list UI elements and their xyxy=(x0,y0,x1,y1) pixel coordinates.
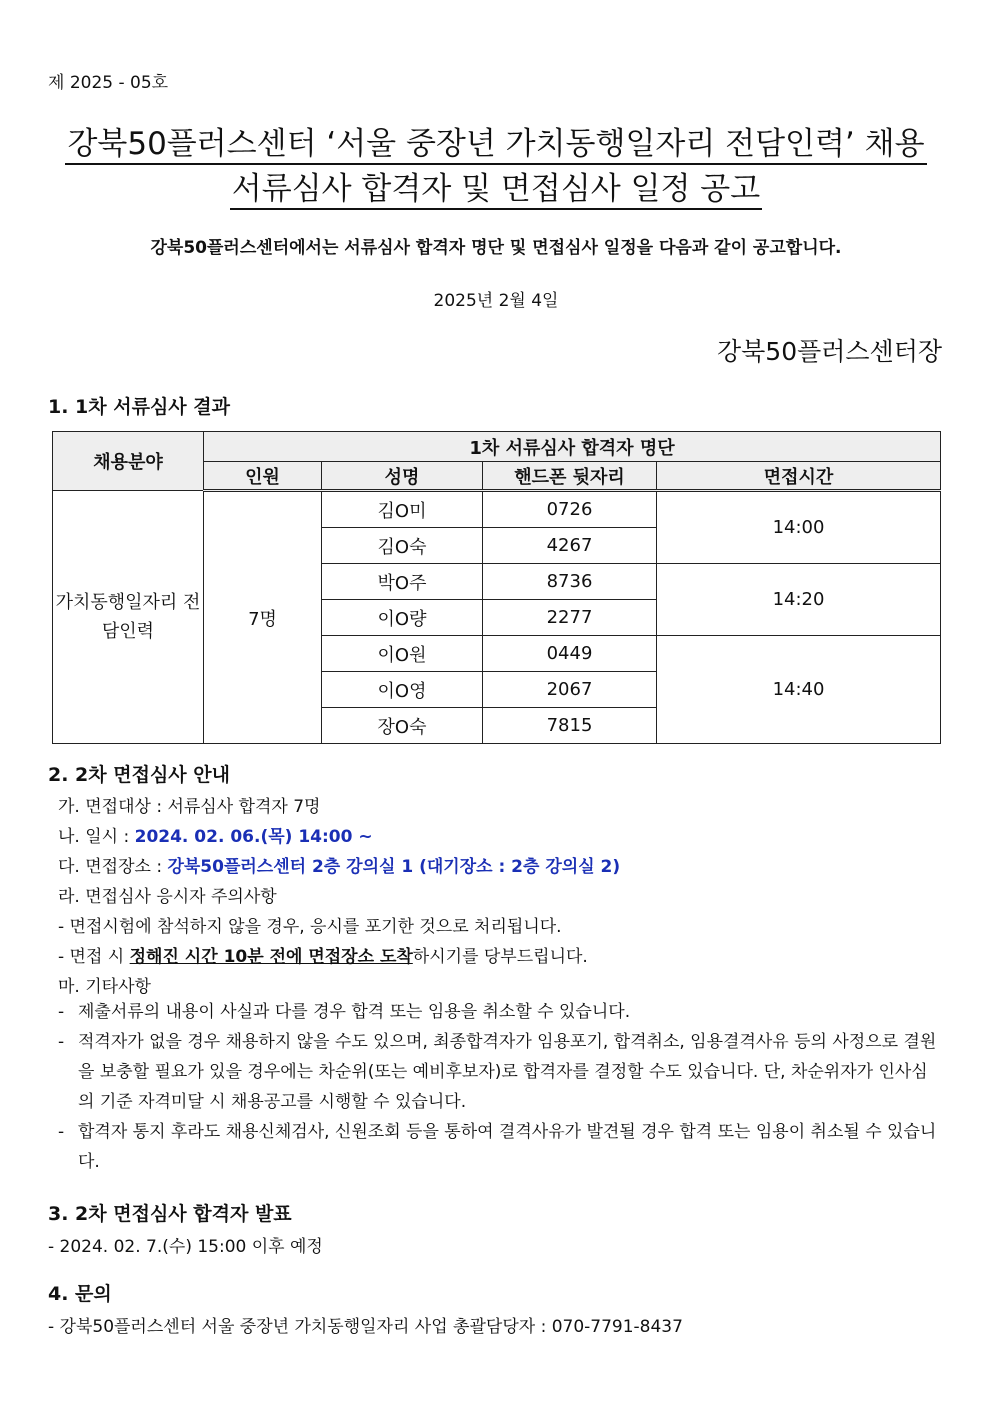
section1-heading: 1. 1차 서류심사 결과 xyxy=(48,396,230,418)
misc-item-text: 적격자가 없을 경우 채용하지 않을 수도 있으며, 최종합격자가 임용포기, 합격취소, 임용결격사유 등의 사정으로 결원을 보충할 필요가 있을 경우에는 차순위(또는 예비후보자)로 합격자를 결정할 수도 있습니다. 단, 차순위자가 인사심의 기준 자격미달 시 채용공고를 시행할 수 있습니다. xyxy=(78,1032,937,1112)
organization-signature: 강북50플러스센터장 xyxy=(716,337,942,366)
interview-location xyxy=(58,852,620,877)
contact-line: - 강북50플러스센터 서울 중장년 가치동행일자리 사업 총괄담당자 : 070-7791-8437 xyxy=(48,1317,683,1337)
title-line-1: 강북50플러스센터 ‘서울 중장년 가치동행일자리 전담인력’ 채용 xyxy=(0,118,992,163)
phone-cell: 7815 xyxy=(483,708,657,744)
table-row xyxy=(53,491,941,528)
misc-heading: 마. 기타사항 xyxy=(58,977,151,997)
announce-schedule: - 2024. 02. 7.(수) 15:00 이후 예정 xyxy=(48,1237,323,1257)
notice-item-2-emphasis: 정해진 시간 10분 전에 면접장소 도착 xyxy=(129,947,413,967)
notice-heading: 라. 면접심사 응시자 주의사항 xyxy=(58,887,277,907)
misc-item: - 제출서류의 내용이 사실과 다를 경우 합격 또는 임용을 취소할 수 있습니다. xyxy=(58,997,938,1027)
name-cell: 장O숙 xyxy=(322,708,483,744)
misc-item-text: 제출서류의 내용이 사실과 다를 경우 합격 또는 임용을 취소할 수 있습니다. xyxy=(78,1002,631,1022)
datetime-value: 2024. 02. 06.(목) 14:00 ~ xyxy=(134,827,373,847)
title-line-2: 서류심사 합격자 및 면접심사 일정 공고 xyxy=(0,163,992,208)
document-number: 제 2025 - 05호 xyxy=(48,73,169,93)
phone-cell: 4267 xyxy=(483,528,657,564)
location-value: 강북50플러스센터 2층 강의실 1 (대기장소 : 2층 강의실 2) xyxy=(167,857,621,877)
header-field: 채용분야 xyxy=(53,432,204,491)
interview-datetime xyxy=(58,822,373,847)
phone-cell: 2277 xyxy=(483,600,657,636)
notice-item-1: - 면접시험에 참석하지 않을 경우, 응시를 포기한 것으로 처리됩니다. xyxy=(58,917,562,937)
intro-text: 강북50플러스센터에서는 서류심사 합격자 명단 및 면접심사 일정을 다음과 같이 공고합니다. xyxy=(150,238,842,258)
name-cell: 박O주 xyxy=(322,564,483,600)
time-cell: 14:40 xyxy=(657,636,941,744)
field-cell: 가치동행일자리 전담인력 xyxy=(53,491,204,744)
header-count: 인원 xyxy=(204,462,322,491)
time-cell: 14:20 xyxy=(657,564,941,636)
phone-cell: 2067 xyxy=(483,672,657,708)
section4-heading: 4. 문의 xyxy=(48,1283,112,1305)
phone-cell: 0726 xyxy=(483,491,657,528)
misc-item: - 합격자 통지 후라도 채용신체검사, 신원조회 등을 통하여 결격사유가 발견될 경우 합격 또는 임용이 취소될 수 있습니다. xyxy=(58,1117,938,1177)
name-cell: 이O량 xyxy=(322,600,483,636)
misc-item: - 적격자가 없을 경우 채용하지 않을 수도 있으며, 최종합격자가 임용포기, 합격취소, 임용결격사유 등의 사정으로 결원을 보충할 필요가 있을 경우에는 차순위(또는 예비후보자)로 합격자를 결정할 수도 있습니다. 단, 차순위자가 인사심의 기준 자격미달 시 채용공고를 시행할 수 있습니다. xyxy=(58,1027,938,1117)
name-cell: 이O영 xyxy=(322,672,483,708)
location-label: 다. 면접장소 : xyxy=(58,857,168,877)
notice-item-2 xyxy=(58,942,588,967)
count-cell: 7명 xyxy=(204,491,322,744)
section3-heading: 3. 2차 면접심사 합격자 발표 xyxy=(48,1203,292,1225)
header-name: 성명 xyxy=(322,462,483,491)
name-cell: 김O숙 xyxy=(322,528,483,564)
name-cell: 이O원 xyxy=(322,636,483,672)
interview-target: 가. 면접대상 : 서류심사 합격자 7명 xyxy=(58,797,321,817)
misc-item-text: 합격자 통지 후라도 채용신체검사, 신원조회 등을 통하여 결격사유가 발견될 경우 합격 또는 임용이 취소될 수 있습니다. xyxy=(78,1122,937,1172)
notice-item-2-post: 하시기를 당부드립니다. xyxy=(412,947,588,967)
phone-cell: 8736 xyxy=(483,564,657,600)
header-phone: 핸드폰 뒷자리 xyxy=(483,462,657,491)
time-cell: 14:00 xyxy=(657,491,941,564)
header-time: 면접시간 xyxy=(657,462,941,491)
results-table xyxy=(52,431,941,744)
header-group: 1차 서류심사 합격자 명단 xyxy=(204,432,941,462)
misc-list xyxy=(58,997,938,1177)
announce-date: 2025년 2월 4일 xyxy=(433,291,559,311)
notice-item-2-pre: - 면접 시 xyxy=(58,947,130,967)
phone-cell: 0449 xyxy=(483,636,657,672)
datetime-label: 나. 일시 : xyxy=(58,827,135,847)
section2-heading: 2. 2차 면접심사 안내 xyxy=(48,764,230,786)
name-cell: 김O미 xyxy=(322,491,483,528)
